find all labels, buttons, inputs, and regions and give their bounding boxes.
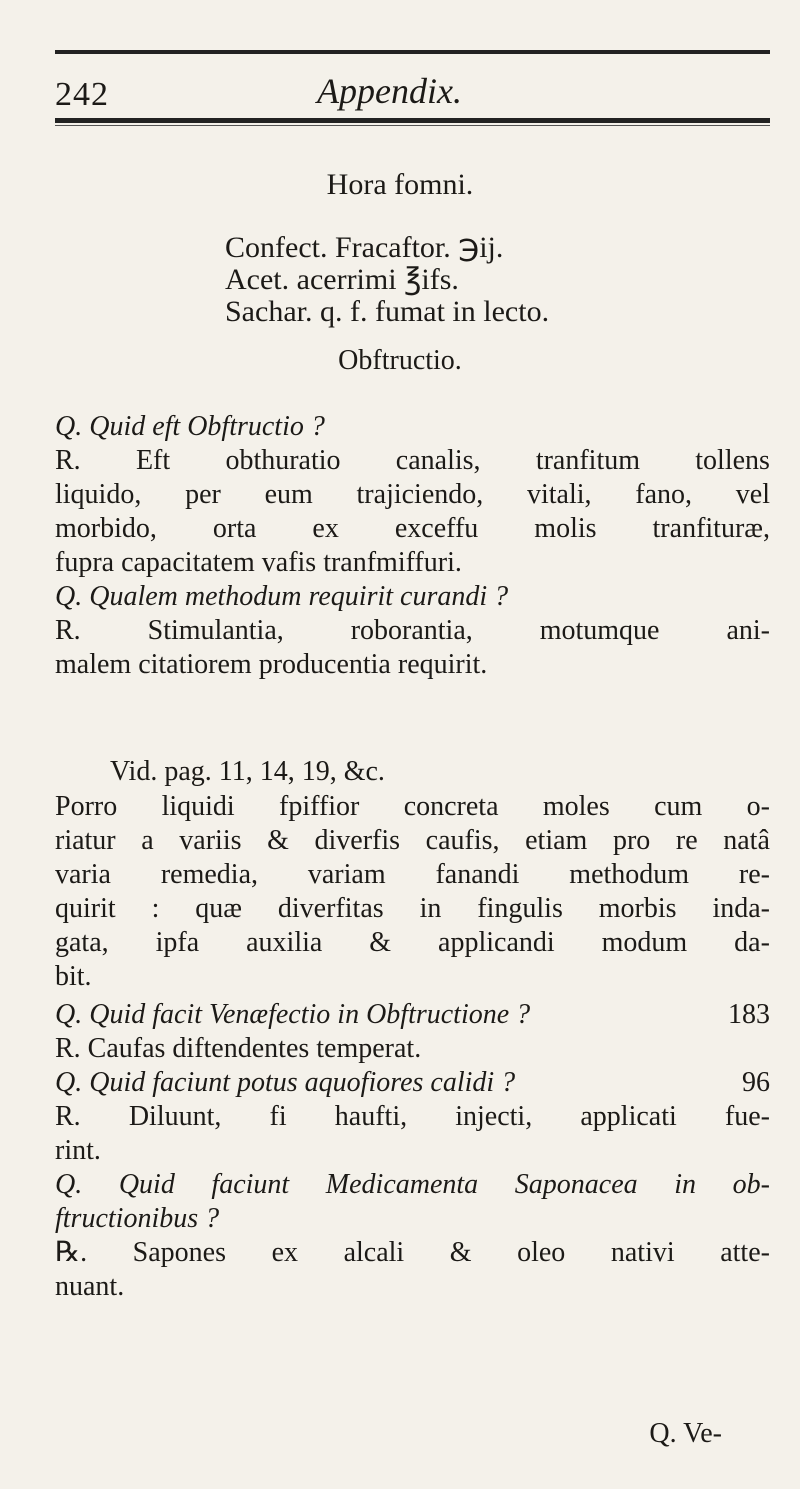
section-title-obstructio: Obftructio. <box>338 345 462 376</box>
answer-line: malem citatiorem producentia requirit. <box>55 649 488 680</box>
answer-line: fupra capacitatem vafis tranfmiffuri. <box>55 547 462 578</box>
recipe-line: Acet. acerrimi ℥ifs. <box>225 263 459 296</box>
question-4: Q. Quid faciunt potus aquofiores calidi ? <box>55 1067 516 1098</box>
reference-line: Vid. pag. 11, 14, 19, &c. <box>110 756 385 787</box>
running-title: Appendix. <box>317 71 462 111</box>
body-text <box>55 410 770 682</box>
question-3: Q. Quid facit Venæfectio in Obftructione ? <box>55 999 531 1030</box>
question-3-row <box>55 998 770 1032</box>
answer-line: R. Diluunt, fi haufti, injecti, applicati fue- <box>55 1101 770 1132</box>
page-header <box>55 62 770 112</box>
paragraph-line: Porro liquidi fpiffior concreta moles cum o- <box>55 791 770 822</box>
answer-line: morbido, orta ex exceffu molis tranfituræ, <box>55 513 770 544</box>
question-2: Q. Qualem methodum requirit curandi ? <box>55 581 509 612</box>
answer-line: R. Stimulantia, roborantia, motumque ani- <box>55 615 770 646</box>
recipe-line: Confect. Fracaftor. ℈ij. <box>225 231 504 264</box>
paragraph-line: bit. <box>55 961 92 992</box>
page-number: 242 <box>55 76 109 113</box>
catchword: Q. Ve- <box>649 1418 722 1449</box>
answer-line: R. Eft obthuratio canalis, tranfitum tollens <box>55 445 770 476</box>
paragraph <box>55 790 770 994</box>
question-5-line: ftructionibus ? <box>55 1203 220 1234</box>
answer-line: ℞. Sapones ex alcali & oleo nativi atte- <box>55 1237 770 1268</box>
header-rule-thin <box>55 125 770 126</box>
question-1: Q. Quid eft Obftructio ? <box>55 411 325 442</box>
answer-line: R. Caufas diftendentes temperat. <box>55 1033 422 1064</box>
qa-block <box>55 998 770 1304</box>
answer-line: liquido, per eum trajiciendo, vitali, fano, vel <box>55 479 770 510</box>
paragraph-line: quirit : quæ diverfitas in fingulis morbis inda- <box>55 893 770 924</box>
answer-line: rint. <box>55 1135 101 1166</box>
paragraph-line: riatur a variis & diverfis caufis, etiam pro re natâ <box>55 825 770 856</box>
answer-line: nuant. <box>55 1271 125 1302</box>
header-rule <box>55 118 770 123</box>
paragraph-line: gata, ipfa auxilia & applicandi modum da- <box>55 927 770 958</box>
recipe-block <box>225 232 549 328</box>
question-4-row <box>55 1066 770 1100</box>
page-ref: 96 <box>742 1067 770 1098</box>
top-rule <box>55 50 770 54</box>
paragraph-line: varia remedia, variam fanandi methodum re- <box>55 859 770 890</box>
section-title-hora-somni: Hora fomni. <box>326 168 474 201</box>
recipe-line: Sachar. q. f. fumat in lecto. <box>225 295 550 328</box>
question-5-line: Q. Quid faciunt Medicamenta Saponacea in ob- <box>55 1169 770 1200</box>
page-ref: 183 <box>728 999 770 1030</box>
